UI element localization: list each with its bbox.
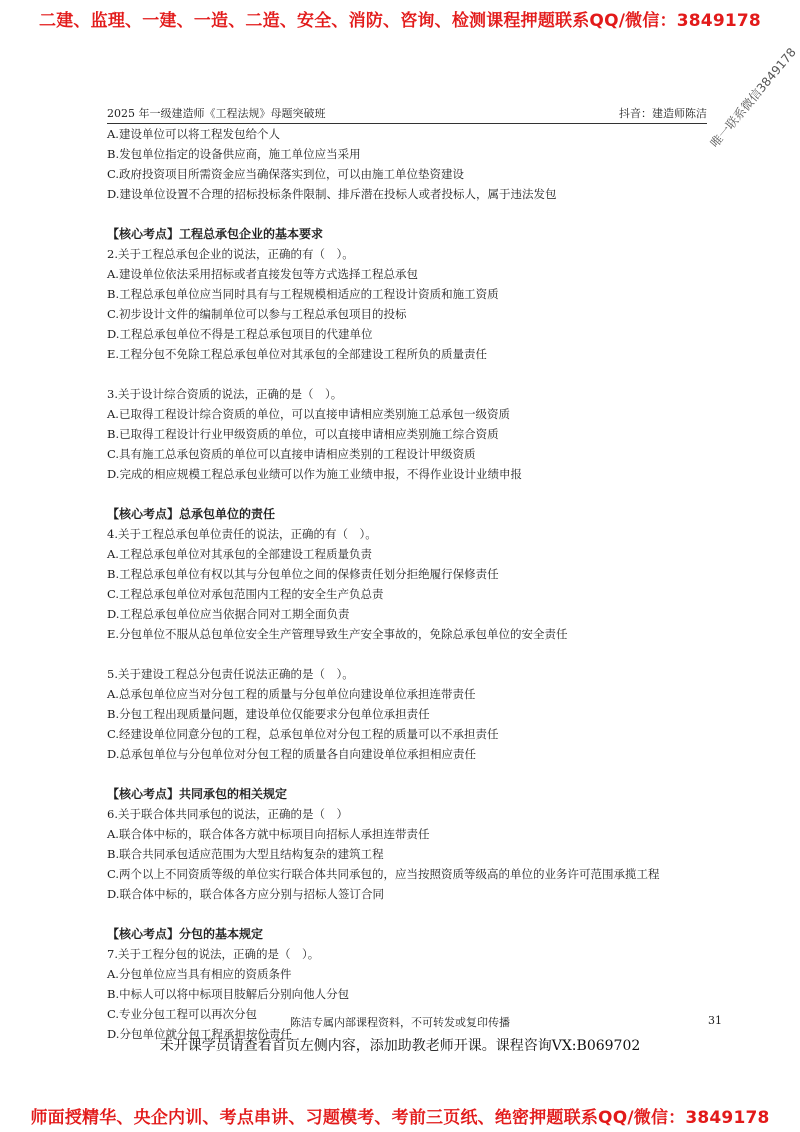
spacer [107, 204, 707, 224]
section-heading: 【核心考点】总承包单位的责任 [107, 507, 276, 521]
answer-option: A.分包单位应当具有相应的资质条件 [107, 967, 292, 981]
question-stem: 7.关于工程分包的说法，正确的是（ ）。 [107, 947, 320, 961]
answer-option: B.工程总承包单位应当同时具有与工程规模相适应的工程设计资质和施工资质 [107, 287, 499, 301]
answer-option: C.经建设单位同意分包的工程，总承包单位对分包工程的质量可以不承担责任 [107, 727, 499, 741]
author-label: 抖音：建造师陈洁 [619, 107, 707, 120]
answer-option: B.中标人可以将中标项目肢解后分别向他人分包 [107, 987, 350, 1001]
answer-option: B.联合共同承包适应范围为大型且结构复杂的建筑工程 [107, 847, 384, 861]
answer-option: D.建设单位设置不合理的招标投标条件限制、排斥潜在投标人或者投标人，属于违法发包 [107, 187, 557, 201]
answer-option: D.联合体中标的，联合体各方应分别与招标人签订合同 [107, 887, 384, 901]
answer-option: C.两个以上不同资质等级的单位实行联合体共同承包的，应当按照资质等级高的单位的业务许可范围承揽工程 [107, 867, 660, 881]
question-stem: 4.关于工程总承包单位责任的说法，正确的有（ ）。 [107, 527, 377, 541]
answer-option: D.工程总承包单位不得是工程总承包项目的代建单位 [107, 327, 373, 341]
bottom-promo-banner: 师面授精华、央企内训、考点串讲、习题模考、考前三页纸、绝密押题联系QQ/微信：3849178 [30, 1108, 770, 1128]
document-title: 2025 年一级建造师《工程法规》母题突破班 [107, 107, 326, 120]
answer-option: A.已取得工程设计综合资质的单位，可以直接申请相应类别施工总承包一级资质 [107, 407, 510, 421]
section-heading: 【核心考点】共同承包的相关规定 [107, 787, 288, 801]
top-promo-banner: 二建、监理、一建、一造、二造、安全、消防、咨询、检测课程押题联系QQ/微信：3849178 [39, 11, 761, 31]
answer-option: E.分包单位不服从总包单位安全生产管理导致生产安全事故的，免除总承包单位的安全责任 [107, 627, 568, 641]
section-heading: 【核心考点】分包的基本规定 [107, 927, 264, 941]
spacer [107, 764, 707, 784]
question-stem: 5.关于建设工程总分包责任说法正确的是（ ）。 [107, 667, 354, 681]
answer-option: A.工程总承包单位对其承包的全部建设工程质量负责 [107, 547, 372, 561]
answer-option: D.总承包单位与分包单位对分包工程的质量各自向建设单位承担相应责任 [107, 747, 476, 761]
answer-option: E.工程分包不免除工程总承包单位对其承包的全部建设工程所负的质量责任 [107, 347, 488, 361]
answer-option: A.建设单位可以将工程发包给个人 [107, 127, 280, 141]
answer-option: B.发包单位指定的设备供应商，施工单位应当采用 [107, 147, 361, 161]
question-content [107, 124, 707, 1044]
running-header [107, 103, 707, 124]
footer-note: 陈洁专属内部课程资料，不可转发或复印传播 [290, 1016, 510, 1029]
question-stem: 6.关于联合体共同承包的说法，正确的是（ ） [107, 807, 348, 821]
spacer [107, 484, 707, 504]
answer-option: A.总承包单位应当对分包工程的质量与分包单位向建设单位承担连带责任 [107, 687, 476, 701]
answer-option: D.完成的相应规模工程总承包业绩可以作为施工业绩申报，不得作业设计业绩申报 [107, 467, 522, 481]
answer-option: D.工程总承包单位应当依据合同对工期全面负责 [107, 607, 350, 621]
answer-option: C.政府投资项目所需资金应当确保落实到位，可以由施工单位垫资建设 [107, 167, 465, 181]
answer-option: B.工程总承包单位有权以其与分包单位之间的保修责任划分拒绝履行保修责任 [107, 567, 499, 581]
course-notice: 未开课学员请查看首页左侧内容，添加助教老师开课。课程咨询VX:B069702 [159, 1038, 641, 1054]
spacer [107, 644, 707, 664]
answer-option: C.具有施工总承包资质的单位可以直接申请相应类别的工程设计甲级资质 [107, 447, 476, 461]
answer-option: A.联合体中标的，联合体各方就中标项目向招标人承担连带责任 [107, 827, 430, 841]
answer-option: B.分包工程出现质量问题，建设单位仅能要求分包单位承担责任 [107, 707, 430, 721]
answer-option: A.建设单位依法采用招标或者直接发包等方式选择工程总承包 [107, 267, 418, 281]
page-number: 31 [708, 1014, 722, 1027]
question-stem: 2.关于工程总承包企业的说法，正确的有（ ）。 [107, 247, 354, 261]
answer-option: C.专业分包工程可以再次分包 [107, 1007, 258, 1021]
side-watermark: 唯一联系微信3849178 [707, 45, 799, 151]
spacer [107, 904, 707, 924]
spacer [107, 364, 707, 384]
answer-option: D.分包单位就分包工程承担按份责任 [107, 1027, 292, 1041]
answer-option: B.已取得工程设计行业甲级资质的单位，可以直接申请相应类别施工综合资质 [107, 427, 499, 441]
question-stem: 3.关于设计综合资质的说法，正确的是（ ）。 [107, 387, 343, 401]
answer-option: C.初步设计文件的编制单位可以参与工程总承包项目的投标 [107, 307, 407, 321]
answer-option: C.工程总承包单位对承包范围内工程的安全生产负总责 [107, 587, 384, 601]
section-heading: 【核心考点】工程总承包企业的基本要求 [107, 227, 324, 241]
